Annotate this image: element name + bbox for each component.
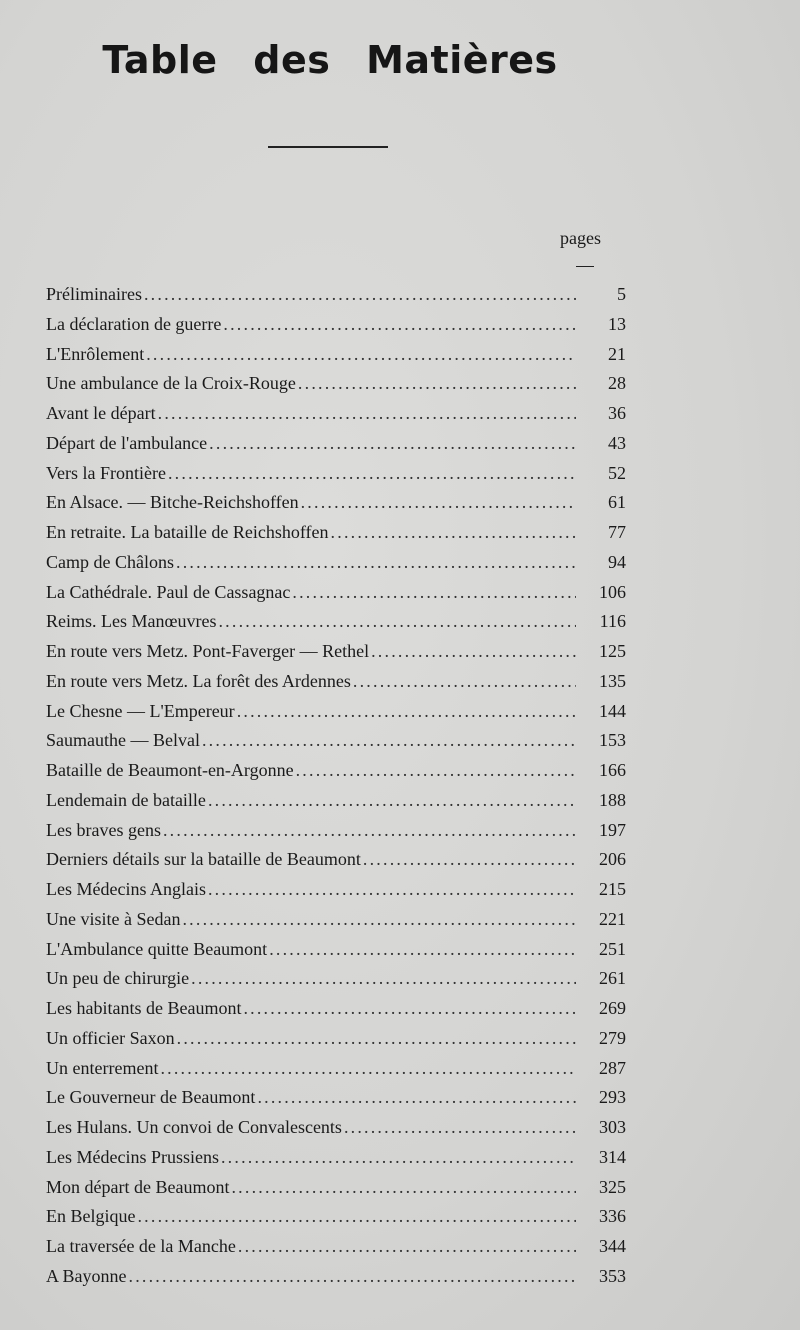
toc-entry-title: Saumauthe — Belval (46, 730, 200, 751)
dot-leader (191, 964, 576, 994)
toc-entry-page: 336 (599, 1206, 626, 1227)
toc-entry-title: Derniers détails sur la bataille de Beaumont (46, 849, 361, 870)
dot-leader (238, 1232, 576, 1262)
toc-entry-title: Une ambulance de la Croix-Rouge (46, 373, 296, 394)
toc-entry (46, 607, 626, 637)
toc-entry (46, 726, 626, 756)
toc-entry-page: 125 (599, 641, 626, 661)
toc-entry-page: 13 (608, 313, 626, 334)
toc-entry-page: 43 (608, 432, 626, 453)
pages-header-dash (576, 266, 594, 267)
toc-entry-page: 197 (599, 819, 626, 840)
dot-leader (344, 1113, 576, 1143)
page-title: Table des Matières (102, 38, 558, 82)
dot-leader (144, 280, 576, 310)
dot-leader (208, 786, 576, 816)
toc-entry (46, 310, 626, 340)
toc-entry-page: 116 (599, 611, 626, 632)
toc-entry (46, 369, 626, 399)
toc-entry-page: 206 (599, 849, 626, 870)
toc-entry-page: 325 (599, 1176, 626, 1197)
toc-entry-title: Les braves gens (46, 819, 161, 840)
toc-entry (46, 399, 626, 429)
toc-entry-page: 5 (617, 284, 626, 304)
dot-leader (137, 1202, 576, 1232)
toc-entry-page: 61 (608, 492, 626, 513)
toc-entry (46, 935, 626, 965)
dot-leader (129, 1262, 577, 1292)
toc-entry (46, 459, 626, 489)
toc-entry (46, 280, 626, 310)
dot-leader (218, 607, 576, 637)
toc-entry (46, 786, 626, 816)
toc-entry (46, 875, 626, 905)
title-rule (268, 146, 388, 148)
toc-entry-page: 94 (608, 551, 626, 572)
toc-entry-page: 36 (608, 403, 626, 423)
dot-leader (158, 399, 576, 429)
toc-entry (46, 429, 626, 459)
dot-leader (363, 845, 576, 875)
toc-entry-page: 261 (599, 968, 626, 989)
toc-entry-page: 344 (599, 1236, 626, 1256)
toc-entry-title: Vers la Frontière (46, 462, 166, 483)
toc-entry-page: 314 (599, 1146, 626, 1167)
toc-entry-title: A Bayonne (46, 1265, 127, 1286)
dot-leader (208, 875, 576, 905)
toc-entry-title: En route vers Metz. Pont-Faverger — Rethel (46, 641, 370, 661)
toc-entry-title: Les habitants de Beaumont (46, 998, 242, 1018)
dot-leader (296, 756, 576, 786)
dot-leader (243, 994, 576, 1024)
dot-leader (223, 310, 576, 340)
toc-entry (46, 845, 626, 875)
dot-leader (269, 935, 576, 965)
toc-entry-page: 293 (599, 1087, 626, 1108)
toc-entry (46, 756, 626, 786)
toc-entry-title: Un peu de chirurgie (46, 968, 190, 989)
toc-entry (46, 964, 626, 994)
toc-entry-page: 287 (599, 1057, 626, 1078)
toc-entry-page: 188 (599, 789, 626, 810)
dot-leader (301, 488, 576, 518)
toc-entry-title: Bataille de Beaumont-en-Argonne (46, 760, 294, 780)
toc-entry-page: 106 (599, 581, 626, 602)
toc-entry-title: Lendemain de bataille (46, 789, 206, 810)
dot-leader (182, 905, 576, 935)
toc-entry-page: 251 (599, 938, 626, 959)
toc-entry-title: Avant le départ (46, 403, 156, 423)
toc-entry-page: 215 (599, 879, 626, 899)
toc-entry (46, 1173, 626, 1203)
toc-entry (46, 488, 626, 518)
toc-entry (46, 637, 626, 667)
dot-leader (146, 340, 576, 370)
toc-entry-title: En route vers Metz. La forêt des Ardennes (46, 670, 351, 691)
toc-entry-title: L'Ambulance quitte Beaumont (46, 938, 268, 959)
toc-entry-title: Reims. Les Manœuvres (46, 611, 217, 632)
table-of-contents (46, 280, 626, 1292)
toc-entry-title: La traversée de la Manche (46, 1236, 236, 1256)
dot-leader (160, 1054, 576, 1084)
toc-entry-title: Un officier Saxon (46, 1027, 175, 1048)
toc-entry (46, 905, 626, 935)
toc-entry (46, 518, 626, 548)
toc-entry-page: 28 (608, 373, 626, 394)
toc-entry-title: Les Médecins Anglais (46, 879, 206, 899)
toc-entry-title: En Belgique (46, 1206, 136, 1227)
toc-entry-title: Départ de l'ambulance (46, 432, 208, 453)
toc-entry-title: Les Hulans. Un convoi de Convalescents (46, 1117, 342, 1137)
toc-entry (46, 1262, 626, 1292)
dot-leader (202, 726, 576, 756)
toc-entry-title: L'Enrôlement (46, 343, 145, 364)
toc-entry-title: Les Médecins Prussiens (46, 1146, 219, 1167)
toc-entry (46, 1083, 626, 1113)
toc-entry (46, 548, 626, 578)
dot-leader (176, 548, 576, 578)
pages-column-header: pages (560, 228, 601, 248)
dot-leader (331, 518, 576, 548)
toc-entry-page: 279 (599, 1027, 626, 1048)
toc-entry-page: 52 (608, 462, 626, 483)
toc-entry (46, 994, 626, 1024)
toc-entry-title: En Alsace. — Bitche-Reichshoffen (46, 492, 299, 513)
toc-entry-title: Le Gouverneur de Beaumont (46, 1087, 256, 1108)
dot-leader (209, 429, 576, 459)
dot-leader (257, 1083, 576, 1113)
toc-entry-page: 353 (599, 1265, 626, 1286)
toc-entry-page: 77 (608, 522, 626, 542)
toc-entry (46, 1143, 626, 1173)
dot-leader (168, 459, 576, 489)
toc-entry-page: 166 (599, 760, 626, 780)
dot-leader (371, 637, 576, 667)
dot-leader (353, 667, 576, 697)
toc-entry (46, 667, 626, 697)
dot-leader (221, 1143, 576, 1173)
toc-entry-page: 144 (599, 700, 626, 721)
toc-entry-title: Le Chesne — L'Empereur (46, 700, 235, 721)
toc-entry (46, 1113, 626, 1143)
toc-entry (46, 1232, 626, 1262)
toc-entry (46, 697, 626, 727)
dot-leader (292, 578, 576, 608)
toc-entry-page: 269 (599, 998, 626, 1018)
toc-entry-title: Mon départ de Beaumont (46, 1176, 230, 1197)
toc-entry-title: La déclaration de guerre (46, 313, 222, 334)
toc-entry-title: Une visite à Sedan (46, 908, 181, 929)
toc-entry (46, 340, 626, 370)
toc-entry-title: En retraite. La bataille de Reichshoffen (46, 522, 329, 542)
dot-leader (237, 697, 576, 727)
toc-entry-title: La Cathédrale. Paul de Cassagnac (46, 581, 291, 602)
dot-leader (163, 816, 576, 846)
toc-entry (46, 1024, 626, 1054)
toc-entry-title: Un enterrement (46, 1057, 159, 1078)
toc-entry-title: Camp de Châlons (46, 551, 174, 572)
dot-leader (298, 369, 576, 399)
toc-entry (46, 578, 626, 608)
dot-leader (231, 1173, 576, 1203)
toc-entry-page: 135 (599, 670, 626, 691)
toc-entry-page: 153 (599, 730, 626, 751)
toc-entry-title: Préliminaires (46, 284, 142, 304)
toc-entry (46, 816, 626, 846)
dot-leader (177, 1024, 576, 1054)
toc-entry (46, 1202, 626, 1232)
toc-entry-page: 303 (599, 1117, 626, 1137)
toc-entry-page: 21 (608, 343, 626, 364)
toc-entry (46, 1054, 626, 1084)
toc-entry-page: 221 (599, 908, 626, 929)
